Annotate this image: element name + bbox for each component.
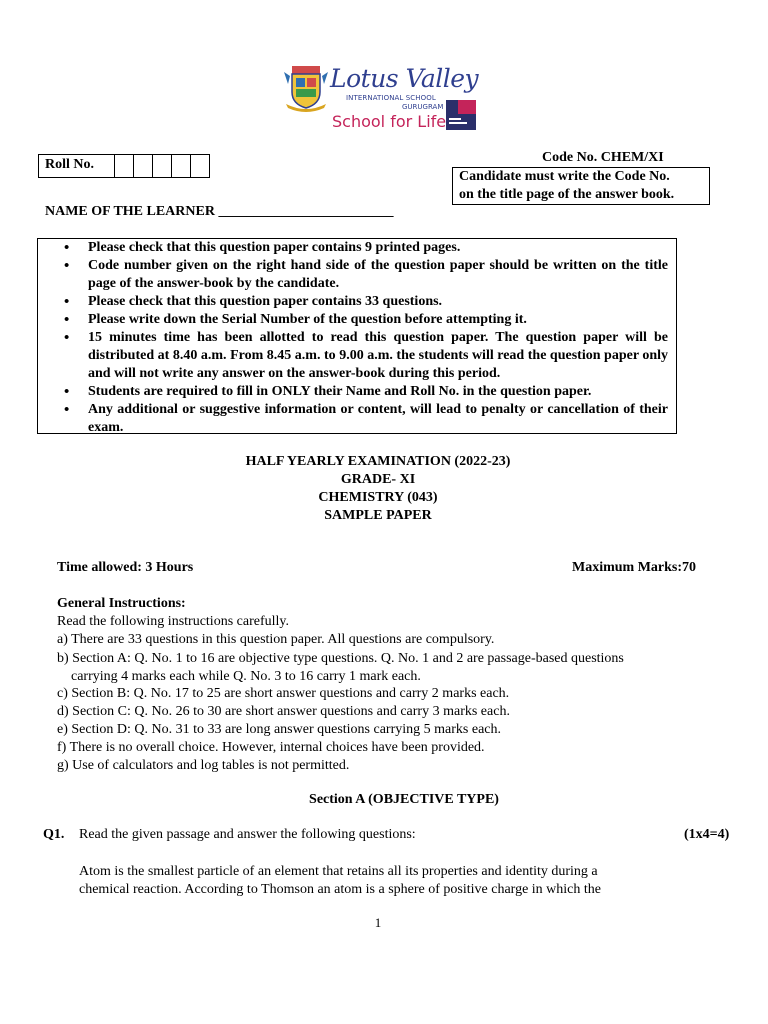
question-passage — [79, 863, 669, 899]
time-allowed: Time allowed: 3 Hours — [57, 560, 194, 575]
instruction-item: • Please write down the Serial Number of the question before attempting it. — [88, 311, 676, 329]
general-instruction-intro: Read the following instructions carefully. — [57, 614, 289, 629]
question-number: Q1. — [43, 827, 65, 842]
section-heading: Section A (OBJECTIVE TYPE) — [309, 792, 499, 807]
roll-number-cell[interactable] — [115, 155, 134, 177]
exam-grade: GRADE- XI — [340, 472, 416, 487]
instruction-item: • Please check that this question paper contains 9 printed pages. — [88, 239, 676, 257]
instruction-item: • Please check that this question paper contains 33 questions. — [88, 293, 676, 311]
exam-paper-type: SAMPLE PAPER — [324, 508, 432, 523]
instruction-item: • 15 minutes time has been allotted to read this question paper. The question paper will be distributed at 8.40 a.m. From 8.45 a.m. to 9.00 a.m. the students will read the question paper only and will not write any answer on the answer-book during this period. — [88, 329, 676, 383]
maximum-marks: Maximum Marks:70 — [572, 560, 697, 575]
general-instruction-item: d) Section C: Q. No. 26 to 30 are short answer questions and carry 3 marks each. — [57, 704, 510, 719]
question-text: Read the given passage and answer the following questions: — [79, 827, 416, 842]
code-note-line: on the title page of the answer book. — [459, 187, 675, 202]
logo-tagline: School for Life — [332, 112, 447, 131]
roll-number-cell[interactable] — [172, 155, 191, 177]
page-number: 1 — [374, 915, 382, 930]
passage-line: chemical reaction. According to Thomson an atom is a sphere of positive charge in which the — [79, 882, 601, 897]
general-instruction-item: c) Section B: Q. No. 17 to 25 are short answer questions and carry 2 marks each. — [57, 686, 510, 701]
roll-number-label: Roll No. — [39, 155, 115, 177]
logo-subtitle: INTERNATIONAL SCHOOL — [346, 94, 436, 102]
instructions-box — [37, 238, 677, 434]
logo-city: GURUGRAM — [402, 103, 444, 111]
general-instruction-item: a) There are 33 questions in this question paper. All questions are compulsory. — [57, 632, 495, 647]
exam-title: HALF YEARLY EXAMINATION (2022-23) — [245, 454, 511, 469]
learner-name-field: NAME OF THE LEARNER _________________________ — [45, 204, 394, 219]
accreditation-badge-icon — [446, 100, 476, 130]
instruction-item: • Students are required to fill in ONLY their Name and Roll No. in the question paper. — [88, 383, 676, 401]
general-instruction-text: b) Section A: Q. No. 1 to 16 are objective type questions. Q. No. 1 and 2 are passage-based questions — [57, 651, 624, 666]
general-instructions-title: General Instructions: — [57, 596, 186, 611]
instructions-list — [38, 239, 676, 437]
passage-line: Atom is the smallest particle of an element that retains all its properties and identity during a — [79, 864, 598, 879]
general-instruction-text: carrying 4 marks each while Q. No. 3 to 16 carry 1 mark each. — [71, 669, 421, 684]
roll-number-cell[interactable] — [134, 155, 153, 177]
code-note-box — [452, 167, 710, 205]
school-logo — [282, 62, 478, 134]
crest-icon — [282, 62, 330, 114]
question-marks: (1x4=4) — [684, 827, 730, 842]
instruction-item: • Any additional or suggestive information or content, will lead to penalty or cancellation of their exam. — [88, 401, 676, 437]
roll-number-box — [38, 154, 210, 178]
instruction-item: • Code number given on the right hand side of the question paper should be written on the title page of the answer-book by the candidate. — [88, 257, 676, 293]
logo-name: Lotus Valley — [330, 64, 479, 93]
exam-subject: CHEMISTRY (043) — [318, 490, 438, 505]
code-number: Code No. CHEM/XI — [542, 150, 664, 165]
general-instruction-item: g) Use of calculators and log tables is not permitted. — [57, 758, 350, 773]
roll-number-cell[interactable] — [153, 155, 172, 177]
roll-number-cell[interactable] — [191, 155, 209, 177]
general-instruction-item: e) Section D: Q. No. 31 to 33 are long answer questions carrying 5 marks each. — [57, 722, 501, 737]
code-note-line: Candidate must write the Code No. — [459, 169, 670, 184]
general-instruction-item: f) There is no overall choice. However, internal choices have been provided. — [57, 740, 485, 755]
general-instruction-item — [57, 650, 697, 686]
